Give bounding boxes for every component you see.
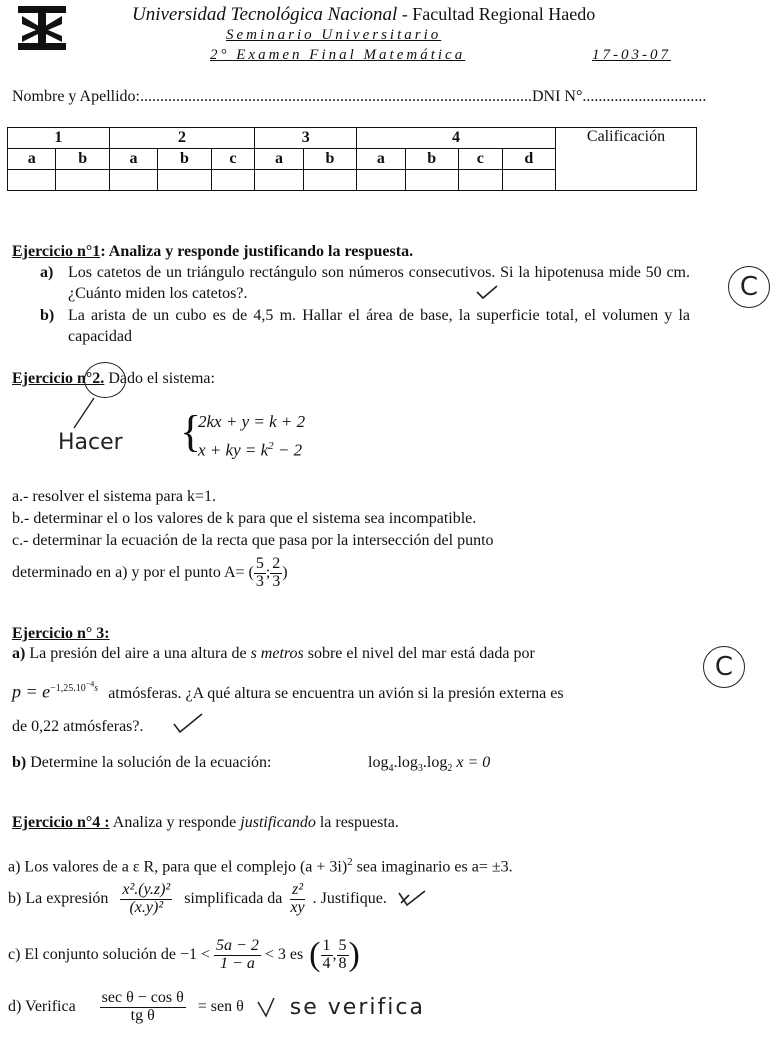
ex4-b-num2: z² bbox=[291, 881, 303, 898]
sub-cell: a bbox=[255, 149, 303, 170]
ex2-item-c1: c.- determinar la ecuación de la recta que pasa por la intersección del punto bbox=[12, 532, 494, 549]
ex4-b-fraction bbox=[120, 882, 172, 917]
ex2-item-c2 bbox=[12, 556, 288, 591]
ex3-formula-exp-b: −4 bbox=[85, 680, 95, 689]
exam-title: 2° Examen Final Matemática bbox=[210, 47, 466, 63]
ex3-item-a-line2 bbox=[12, 680, 564, 703]
ex2-eq2-left: x + ky = k bbox=[198, 440, 269, 460]
checkmark-icon bbox=[475, 284, 499, 300]
ex3-log-equation: $\log_4.\log_3.\log_2$ x = 0 bbox=[368, 754, 491, 775]
ex3-formula-exp-c: s bbox=[94, 683, 99, 695]
ex1-item-b bbox=[40, 305, 690, 347]
ex3-a-label: a) bbox=[12, 645, 26, 662]
log-3: log bbox=[426, 754, 448, 771]
sub-cell: b bbox=[405, 149, 458, 170]
dni-label: DNI N° bbox=[531, 88, 583, 105]
ex2-eq2-exp: 2 bbox=[268, 440, 274, 452]
ex3-item-a-line1 bbox=[12, 645, 535, 663]
ex3-heading bbox=[12, 625, 110, 643]
seminar-title: Seminario Universitario bbox=[226, 27, 442, 43]
ex1-title: Ejercicio n°1 bbox=[12, 243, 101, 260]
ex1-b-text: La arista de un cubo es de 4,5 m. Hallar el área de base, la superficie total, el volumen y la capacidad bbox=[68, 307, 690, 345]
slash-mark-icon bbox=[70, 396, 100, 430]
ex4-b-tail: . Justifique. bbox=[312, 890, 387, 908]
point-x-den: 3 bbox=[255, 572, 264, 590]
ex4-b-fraction2 bbox=[288, 882, 306, 917]
grade-table bbox=[7, 127, 697, 191]
ex4-b-pre: b) La expresión bbox=[8, 890, 109, 908]
point-y-fraction bbox=[270, 556, 282, 591]
name-dni-line bbox=[12, 88, 706, 106]
ex4-c-num: 5a − 2 bbox=[216, 936, 259, 954]
ex4-c-frac2 bbox=[337, 938, 349, 973]
grade-table-header bbox=[8, 128, 697, 149]
ex2-item-b: b.- determinar el o los valores de k para que el sistema sea incompatible. bbox=[12, 510, 477, 527]
ex3-a-italic: s metros bbox=[250, 645, 304, 662]
checkmark-icon bbox=[172, 712, 206, 734]
ex4-d-num: sec θ − cos θ bbox=[101, 989, 184, 1006]
score-cell[interactable] bbox=[458, 170, 502, 191]
ex1-grade-mark: C bbox=[728, 266, 770, 308]
ex1-a-label: a) bbox=[40, 264, 54, 281]
sub-cell: a bbox=[109, 149, 157, 170]
ex4-item-a bbox=[8, 856, 513, 876]
ex4-prompt-italic: justificando bbox=[240, 814, 316, 831]
sub-cell: d bbox=[502, 149, 555, 170]
header-title bbox=[132, 4, 595, 26]
sub-cell: b bbox=[303, 149, 356, 170]
ex4-prompt2: la respuesta. bbox=[315, 814, 399, 831]
exam-date: 17-03-07 bbox=[592, 47, 671, 63]
ex4-d-pre: d) Verifica bbox=[8, 998, 76, 1016]
ex4-d-tail: = sen θ bbox=[197, 998, 244, 1016]
group-2: 2 bbox=[109, 128, 254, 149]
ex3-formula-exp bbox=[50, 680, 99, 695]
point-x-fraction bbox=[254, 556, 266, 591]
final-grade-cell bbox=[556, 128, 697, 191]
log-tail: x = 0 bbox=[456, 754, 491, 771]
ex3-a-text4: de 0,22 atmósferas?. bbox=[12, 718, 144, 735]
ex4-c-n1: 1 bbox=[322, 936, 331, 954]
ex4-title: Ejercicio n°4 : bbox=[12, 814, 110, 831]
sub-cell: b bbox=[56, 149, 109, 170]
name-field[interactable]: .................................................................................................. bbox=[139, 88, 532, 105]
score-cell[interactable] bbox=[405, 170, 458, 191]
checkmark-icon bbox=[397, 889, 427, 909]
ex2-eq1: 2kx + y = k + 2 bbox=[198, 412, 306, 431]
ex3-a-text1: La presión del aire a una altura de bbox=[29, 645, 251, 662]
ex1-b-label: b) bbox=[40, 307, 55, 324]
ex4-c-n2: 5 bbox=[338, 936, 347, 954]
ex4-prompt1: Analiza y responde bbox=[109, 814, 241, 831]
utn-logo bbox=[14, 2, 70, 54]
ex3-grade-mark: C bbox=[703, 646, 745, 688]
point-sep: ; bbox=[265, 564, 271, 582]
ex4-item-c: c) El conjunto solución de −1 < $\frac{5a - 2}{1 - a}$ < 3 es ( $\frac{1}{4}$ , $\frac{5}{8}$ ) bbox=[8, 936, 360, 973]
paren-open-icon: ( bbox=[309, 936, 321, 973]
score-cell[interactable] bbox=[56, 170, 109, 191]
ex3-b-text: Determine la solución de la ecuación: bbox=[30, 754, 272, 771]
group-3: 3 bbox=[255, 128, 357, 149]
point-x-num: 5 bbox=[255, 555, 264, 572]
university-name: Universidad Tecnológica Nacional bbox=[132, 4, 398, 25]
ex3-a-text3: atmósferas. ¿A qué altura se encuentra un avión si la presión externa es bbox=[108, 684, 564, 702]
score-cell[interactable] bbox=[357, 170, 405, 191]
ex4-c-d2: 8 bbox=[338, 954, 347, 972]
ex4-a-tail: sea imaginario es a= ±3. bbox=[352, 858, 513, 876]
ex2-eq2 bbox=[198, 434, 305, 463]
ex2-title: Ejercicio n°2. bbox=[12, 370, 105, 387]
ex3-formula-base: p = e bbox=[12, 681, 51, 702]
ex4-item-b bbox=[8, 882, 427, 917]
checkmark-icon bbox=[256, 996, 278, 1018]
ex4-d-fraction bbox=[100, 990, 186, 1025]
ex4-d-handwritten-note: se verifica bbox=[289, 994, 425, 1020]
score-cell[interactable] bbox=[255, 170, 303, 191]
ex2-handwritten-note: Hacer bbox=[58, 430, 123, 455]
ex4-c-frac1 bbox=[321, 938, 333, 973]
sub-cell: b bbox=[158, 149, 211, 170]
score-cell[interactable] bbox=[8, 170, 56, 191]
ex1-item-a bbox=[40, 262, 690, 304]
paren-close-icon: ) bbox=[348, 936, 360, 973]
ex1-a-text: Los catetos de un triángulo rectángulo son números consecutivos. Si la hipotenusa mide 50 cm.¿Cuánto miden los catetos?. bbox=[68, 264, 690, 302]
ex3-title: Ejercicio n° 3: bbox=[12, 625, 110, 642]
faculty-name: - Facultad Regional Haedo bbox=[397, 4, 596, 24]
ex4-b-mid: simplificada da bbox=[184, 890, 283, 908]
ex3-formula-exp-a: −1,25.10 bbox=[50, 683, 86, 695]
ex2-eq2-right: − 2 bbox=[273, 440, 303, 460]
score-cell[interactable] bbox=[158, 170, 211, 191]
log-base-3: 2 bbox=[447, 763, 453, 775]
ex4-item-d bbox=[8, 990, 425, 1025]
ex2-item-a: a.- resolver el sistema para k=1. bbox=[12, 488, 217, 505]
ex3-item-b bbox=[12, 754, 271, 772]
group-4: 4 bbox=[357, 128, 556, 149]
ex2-prompt: Dado el sistema: bbox=[104, 370, 215, 387]
ex4-b-num: x².(y.z)² bbox=[122, 881, 171, 898]
log-1: log bbox=[368, 754, 389, 771]
ex4-c-fraction bbox=[214, 938, 261, 973]
score-cell[interactable] bbox=[303, 170, 356, 191]
ex3-b-label: b) bbox=[12, 754, 27, 771]
dni-field[interactable]: ............................... bbox=[582, 88, 707, 105]
ex2-system bbox=[180, 407, 306, 463]
log-base-2: 3 bbox=[417, 763, 423, 775]
ex4-b-den: (x.y)² bbox=[129, 898, 164, 916]
sub-cell: a bbox=[8, 149, 56, 170]
score-cell[interactable] bbox=[211, 170, 255, 191]
sub-cell: c bbox=[458, 149, 502, 170]
ex4-c-mid: < 3 es bbox=[264, 946, 304, 963]
brace-icon: { bbox=[180, 407, 202, 456]
ex1-heading bbox=[12, 243, 413, 261]
point-close: ) bbox=[282, 564, 288, 582]
log-base-1: 4 bbox=[388, 763, 394, 775]
ex4-b-den2: xy bbox=[290, 898, 305, 916]
final-grade-label: Calificación bbox=[586, 128, 666, 145]
ex1-prompt: : Analiza y responde justificando la respuesta. bbox=[100, 243, 414, 260]
name-label: Nombre y Apellido: bbox=[12, 88, 140, 105]
ex4-c-den: 1 − a bbox=[220, 954, 255, 972]
group-1: 1 bbox=[8, 128, 110, 149]
point-y-den: 3 bbox=[272, 572, 281, 590]
ex2-c2-text: determinado en a) y por el punto A= ( bbox=[12, 564, 254, 582]
score-cell[interactable] bbox=[109, 170, 157, 191]
ex2-circle-mark bbox=[84, 362, 126, 398]
ex4-c-d1: 4 bbox=[322, 954, 331, 972]
log-2: log bbox=[397, 754, 418, 771]
sub-cell: a bbox=[357, 149, 405, 170]
score-cell[interactable] bbox=[502, 170, 555, 191]
ex4-c-pre: c) El conjunto solución de −1 < bbox=[8, 946, 211, 963]
ex4-heading bbox=[12, 814, 399, 832]
ex4-d-den: tg θ bbox=[130, 1006, 155, 1024]
ex4-a-exp: 2 bbox=[347, 856, 353, 868]
sub-cell: c bbox=[211, 149, 255, 170]
ex4-a-text: a) Los valores de a ε R, para que el complejo (a + 3i) bbox=[8, 858, 348, 876]
ex3-a-text2: sobre el nivel del mar está dada por bbox=[303, 645, 535, 662]
point-y-num: 2 bbox=[272, 555, 281, 572]
